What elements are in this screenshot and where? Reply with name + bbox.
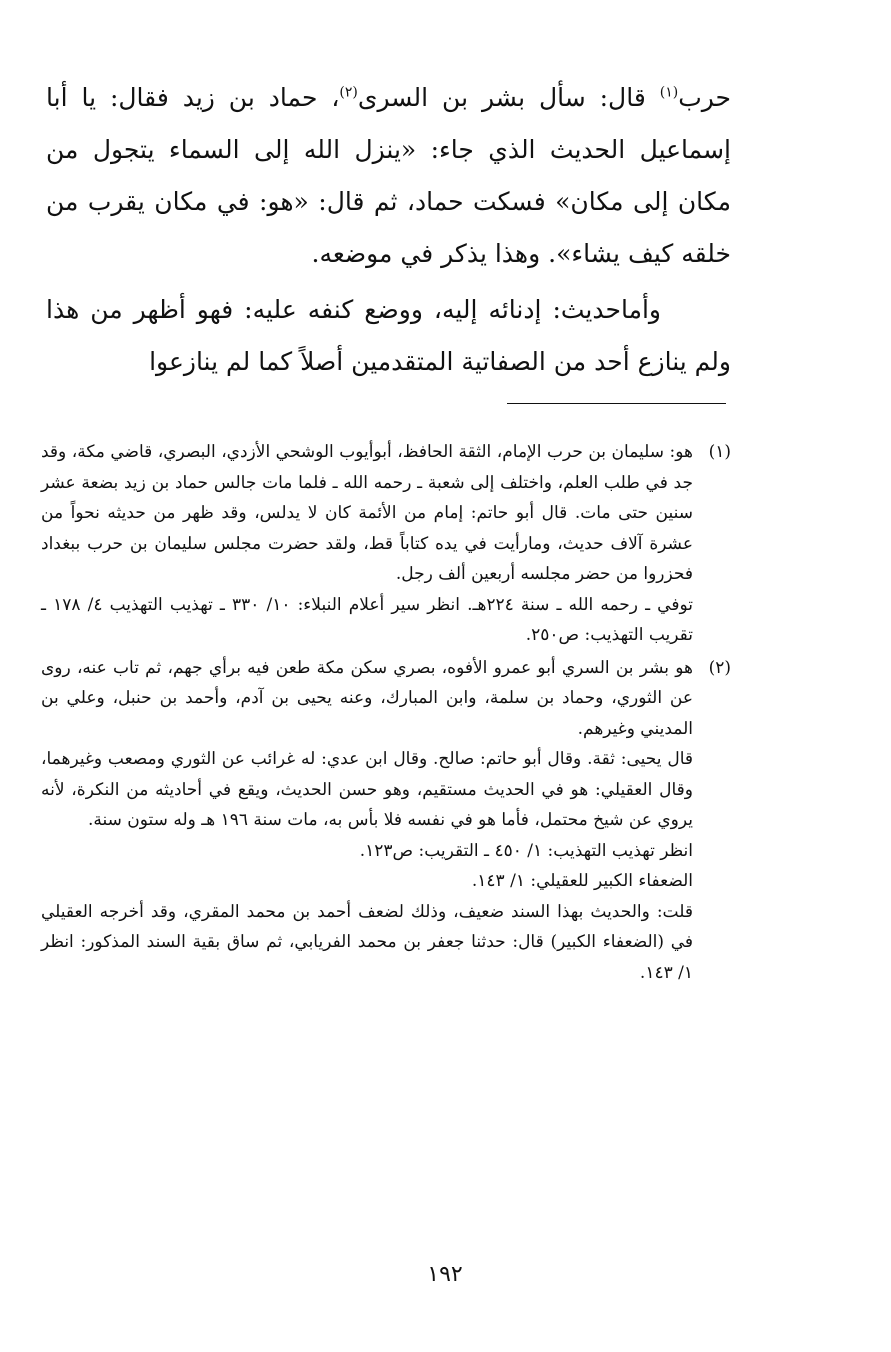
footnote-paragraph: توفي ـ رحمه الله ـ سنة ٢٢٤هـ. انظر سير أعلام النبلاء: ١٠/ ٣٣٠ ـ تهذيب التهذيب ٤/ ١٧٨ ـ تقريب التهذيب: ص٢٥٠.	[41, 594, 693, 645]
footnote-body	[41, 437, 693, 651]
footnotes	[41, 437, 731, 990]
footnote-paragraph: الضعفاء الكبير للعقيلي: ١/ ١٤٣.	[471, 871, 693, 891]
footnote-paragraph: قلت: والحديث بهذا السند ضعيف، وذلك لضعف أحمد بن محمد المقري، وقد أخرجه العقيلي في (الضعفاء الكبير) قال: حدثنا جعفر بن محمد الفريابي، ثم ساق بقية السند المذكور: انظر ١/ ١٤٣.	[41, 901, 693, 983]
main-text	[46, 72, 731, 388]
footnote-reference: (١)	[659, 84, 679, 101]
main-paragraph	[46, 72, 731, 280]
page-number: ١٩٢	[427, 1262, 463, 1287]
footnote	[41, 437, 731, 651]
footnote-separator	[507, 403, 726, 404]
footnote-reference: (٢)	[339, 84, 358, 101]
main-text-run: حرب	[678, 83, 731, 112]
footnote-number: (٢)	[708, 657, 731, 678]
footnote-number: (١)	[708, 442, 731, 462]
main-text-run: وأماحديث: إدنائه إليه، ووضع كنفه عليه: فهو أظهر من هذا ولم ينازع أحد من الصفاتية المتقدمين أصلاً كما لم ينازعوا	[46, 295, 731, 376]
main-paragraph	[46, 284, 731, 388]
footnote-body	[41, 653, 693, 989]
main-text-run: ، حماد بن زيد فقال: يا أبا إسماعيل الحديث الذي جاء: «ينزل الله إلى السماء يتجول من مكان إلى مكان» فسكت حماد، ثم قال: «هو: في مكان يقرب من خلقه كيف يشاء». وهذا يذكر في موضعه.	[46, 83, 731, 268]
footnote	[41, 653, 731, 989]
footnote-paragraph: قال يحيى: ثقة. وقال أبو حاتم: صالح. وقال ابن عدي: له غرائب عن الثوري ومصعب وغيرهما، وقال العقيلي: هو في الحديث مستقيم، وهو حسن الحديث، ويقع في أحاديثه من النكرة، لأنه يروي عن شيخ محتمل، فأما هو في نفسه فلا بأس به، مات سنة ١٩٦ هـ وله ستون سنة.	[41, 749, 693, 830]
footnote-paragraph: هو: سليمان بن حرب الإمام، الثقة الحافظ، أبوأيوب الوشحي الأزدي، البصري، قاضي مكة، وقد جد في طلب العلم، واختلف إلى شعبة ـ رحمه الله ـ فلما مات جالس حماد بن زيد بضعة عشر سنين حتى مات. قال أبو حاتم: إمام من الأئمة كان لا يدلس، وقد ظهر من حديثه نحواً من عشرة آلاف حديث، ومارأيت في يده كتاباً قط، ولقد حضرت مجلس سليمان بن حرب ببغداد فحزروا من حضر مجلسه أربعين ألف رجل.	[41, 442, 693, 584]
main-text-run: قال: سأل بشر بن السرى	[357, 83, 660, 112]
footnote-paragraph: انظر تهذيب التهذيب: ١/ ٤٥٠ ـ التقريب: ص١٢٣.	[359, 840, 693, 861]
footnote-paragraph: هو بشر بن السري أبو عمرو الأفوه، بصري سكن مكة طعن فيه برأي جهم، ثم تاب عنه، روى عن الثوري، وحماد بن سلمة، وابن المبارك، وعنه يحيى بن آدم، وأحمد بن حنبل، وعلي بن المديني وغيرهم.	[41, 657, 693, 739]
